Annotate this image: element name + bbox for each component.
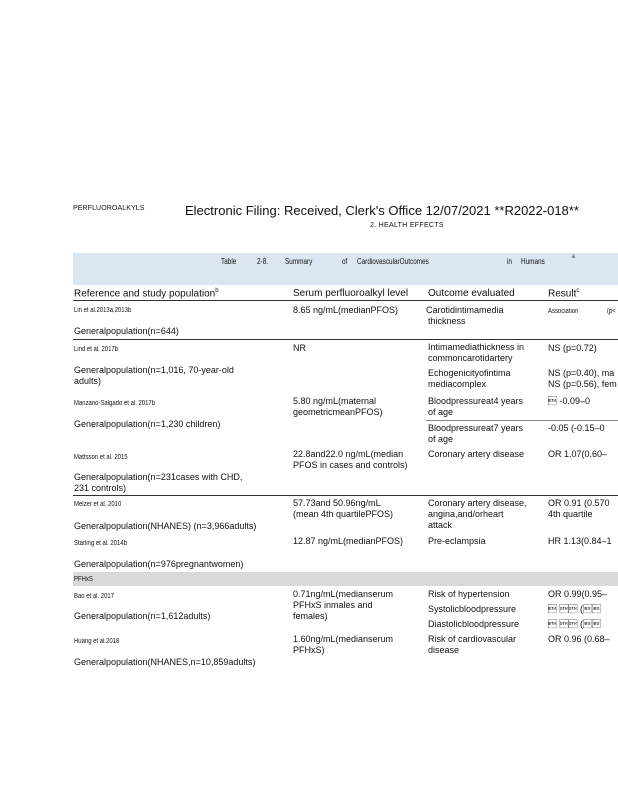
row5-r1: OR 0.91 (0.570 — [548, 498, 610, 508]
row2-r2b: NS (p=0.56), fem — [548, 379, 617, 389]
pfhxs-row2-ref: Huang et al.2018 — [74, 638, 120, 645]
caption-in: in — [507, 257, 512, 266]
row4-pop1: Generalpopulation(n=231cases with CHD, — [74, 472, 243, 482]
row4-ref: Mattsson et al. 2015 — [74, 454, 128, 461]
row4-serum1: 22.8and22.0 ng/mL(median — [293, 449, 404, 459]
row5-r2: 4th quartile — [548, 509, 593, 519]
row6-pop: Generalpopulation(n=976pregnantwomen) — [74, 559, 244, 569]
row1-outcome1: Carotidintimamedia — [426, 305, 504, 315]
caption-table: Table — [221, 257, 237, 266]
filing-stamp: Electronic Filing: Received, Clerk's Office 12/07/2021 **R2022-018** — [185, 203, 579, 218]
row-rule — [73, 339, 618, 340]
row2-r1: NS (p=0.72) — [548, 343, 597, 353]
section-band — [73, 572, 618, 586]
row4-pop2: 231 controls) — [74, 483, 127, 493]
row3-o2a: Bloodpressureat7 years — [428, 423, 524, 433]
row5-o2: angina,and/orheart — [428, 509, 504, 519]
pfhxs-row2-serum2: PFHxS) — [293, 645, 325, 655]
row5-pop: Generalpopulation(NHANES) (n=3,966adults) — [74, 521, 257, 531]
col-serum: Serum perfluoroalkyl level — [293, 288, 409, 299]
pfhxs-row2-o1: Risk of cardiovascular — [428, 634, 517, 644]
pfhxs-row2-pop: Generalpopulation(NHANES,n=10,859adults) — [74, 657, 256, 667]
row4-serum2: PFOS in cases and controls) — [293, 460, 408, 470]
row5-o1: Coronary artery disease, — [428, 498, 527, 508]
row5-o3: attack — [428, 520, 453, 530]
row6-serum: 12.87 ng/mL(medianPFOS) — [293, 536, 404, 546]
pfhxs-row1-r3:   ( — [548, 619, 601, 629]
row1-result2: (p< — [607, 308, 616, 315]
row3-ref: Manzano-Salgado et al. 2017b — [74, 400, 156, 407]
pfhxs-row1-r2:   ( — [548, 604, 601, 614]
caption-number: 2-8. — [257, 257, 269, 266]
subrow-rule — [426, 420, 618, 421]
row4-outcome: Coronary artery disease — [428, 449, 525, 459]
pfhxs-row1-o2: Systolicbloodpressure — [428, 604, 517, 614]
pfhxs-row1-serum3: females) — [293, 611, 328, 621]
row3-r1:  -0.09–0 — [548, 396, 591, 406]
col-reference: Reference and study population$^b$ — [74, 288, 219, 300]
row5-ref: Melzer et al. 2010 — [74, 501, 122, 508]
section-header: 2. HEALTH EFFECTS — [370, 222, 444, 229]
pfhxs-row2-serum1: 1.60ng/mL(medianserum — [293, 634, 394, 644]
row3-o1b: of age — [428, 407, 454, 417]
row3-serum1: 5.80 ng/mL(maternal — [293, 396, 377, 406]
row1-result1: Association — [548, 308, 579, 315]
row3-r2: -0.05 (-0.15–0 — [548, 423, 605, 433]
caption-subject: CardiovascularOutcomes — [357, 257, 429, 266]
pfhxs-row1-o3: Diastolicbloodpressure — [428, 619, 520, 629]
row5-serum2: (mean 4th quartilePFOS) — [293, 509, 394, 519]
row1-ref: Lin et al.2013a,2013b — [74, 307, 132, 314]
caption-humans: Humans — [521, 257, 545, 266]
row4-result: OR 1.07(0.60– — [548, 449, 608, 459]
pfhxs-row1-o1: Risk of hypertension — [428, 589, 510, 599]
row-rule — [73, 495, 618, 496]
row1-serum: 8.65 ng/mL(medianPFOS) — [293, 305, 399, 315]
pfhxs-row2-o2: disease — [428, 645, 460, 655]
caption-superscript: a — [572, 254, 575, 260]
row3-o1a: Bloodpressureat4 years — [428, 396, 524, 406]
pfhxs-row1-ref: Bao et al. 2017 — [74, 593, 115, 600]
pfhxs-row1-r1: OR 0.99(0.95– — [548, 589, 608, 599]
row6-outcome: Pre-eclampsia — [428, 536, 486, 546]
pfhxs-row2-r1: OR 0.96 (0.68– — [548, 634, 610, 644]
row3-serum2: geometricmeanPFOS) — [293, 407, 383, 417]
row2-pop2: adults) — [74, 376, 102, 386]
row2-ref: Lind et al. 2017b — [74, 346, 119, 353]
row2-r2a: NS (p=0.40), ma — [548, 368, 615, 378]
running-header: PERFLUOROALKYLS — [73, 205, 145, 212]
row1-outcome2: thickness — [428, 316, 466, 326]
row3-o2b: of age — [428, 434, 454, 444]
pfhxs-row1-serum2: PFHxS inmales and — [293, 600, 373, 610]
caption-of: of — [342, 257, 348, 266]
row2-o2b: mediacomplex — [428, 379, 487, 389]
row3-pop: Generalpopulation(n=1,230 children) — [74, 419, 221, 429]
row2-pop1: Generalpopulation(n=1,016, 70-year-old — [74, 365, 234, 375]
col-result: Result$^c$ — [548, 288, 580, 300]
caption-summary: Summary — [285, 257, 313, 266]
row2-o1a: Intimamediathickness in — [428, 342, 525, 352]
row2-serum: NR — [293, 343, 306, 353]
row2-o2a: Echogenicityofintima — [428, 368, 511, 378]
pfhxs-row1-serum1: 0.71ng/mL(medianserum — [293, 589, 394, 599]
row2-o1b: commoncarotidartery — [428, 353, 513, 363]
row6-result: HR 1.13(0.84–1 — [548, 536, 612, 546]
section-label: PFHxS — [74, 576, 93, 583]
row1-pop: Generalpopulation(n=644) — [74, 326, 179, 336]
header-rule — [73, 300, 618, 301]
row6-ref: Starling et al. 2014b — [74, 540, 127, 547]
col-outcome: Outcome evaluated — [428, 288, 515, 299]
row5-serum1: 57.73and 50.96ng/mL — [293, 498, 381, 508]
pfhxs-row1-pop: Generalpopulation(n=1,612adults) — [74, 611, 211, 621]
